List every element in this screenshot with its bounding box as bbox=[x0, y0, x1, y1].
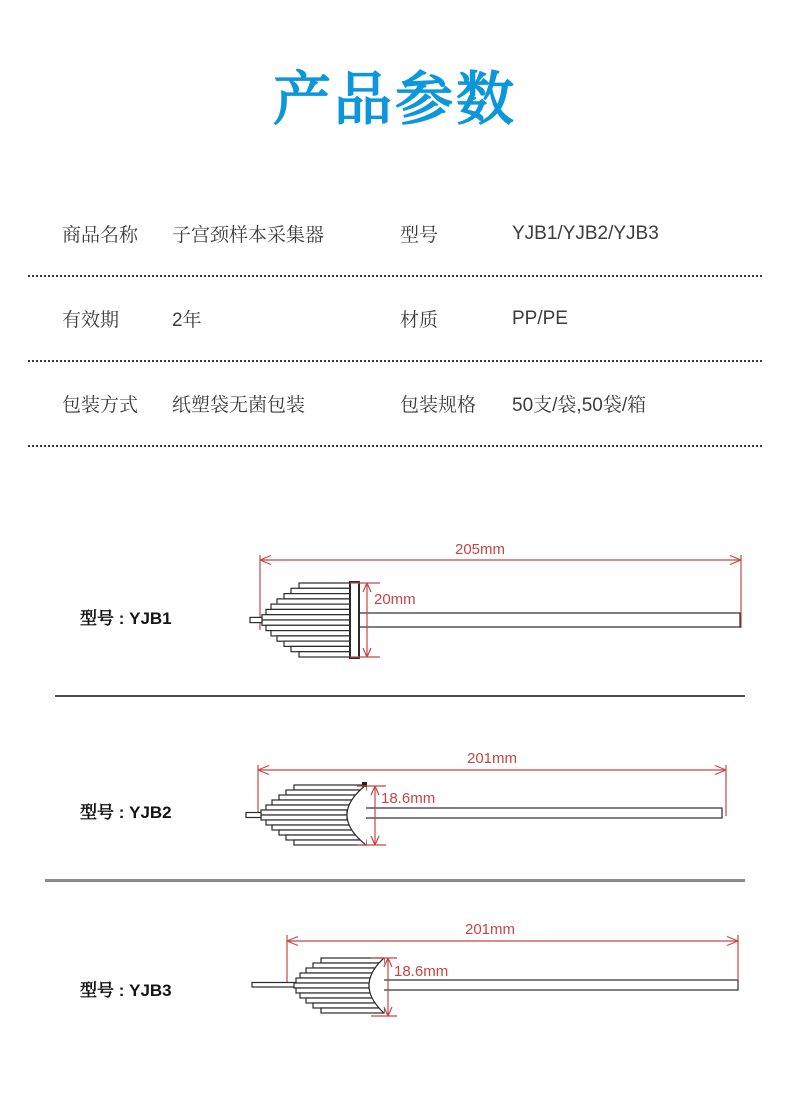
brush-head bbox=[246, 782, 367, 845]
spec-value: 子宫颈样本采集器 bbox=[172, 225, 325, 246]
spec-label: 商品名称 bbox=[62, 225, 139, 246]
brush-head bbox=[294, 958, 384, 1013]
spec-value: 纸塑袋无菌包装 bbox=[172, 395, 306, 416]
height-dimension-label: 20mm bbox=[374, 591, 416, 608]
model-yjb3-label: 型号 : YJB3 bbox=[80, 981, 172, 1000]
yjb3-diagram bbox=[0, 884, 790, 1064]
height-dimension-label: 18.6mm bbox=[394, 963, 449, 980]
handle-shaft bbox=[359, 613, 740, 627]
spec-row-packaging bbox=[28, 362, 762, 447]
page-title: 产品参数 bbox=[272, 67, 517, 132]
spec-table bbox=[28, 192, 762, 447]
section-divider-1 bbox=[55, 695, 745, 697]
brush-base-bar bbox=[350, 582, 359, 658]
spec-row-product-name bbox=[28, 192, 762, 277]
length-dimension-label: 205mm bbox=[454, 541, 506, 558]
handle-shaft bbox=[347, 808, 722, 818]
brush-head bbox=[250, 582, 359, 658]
spec-label: 有效期 bbox=[62, 310, 120, 331]
height-dimension-label: 18.6mm bbox=[381, 790, 436, 807]
yjb1-diagram bbox=[0, 520, 790, 695]
brush-tip bbox=[250, 617, 262, 622]
length-dimension-label: 201mm bbox=[466, 750, 518, 767]
spec-value: 2年 bbox=[172, 310, 202, 331]
spec-row-shelf-life bbox=[28, 277, 762, 362]
model-yjb2-label: 型号 : YJB2 bbox=[80, 803, 172, 822]
brush-tip-wire bbox=[252, 983, 298, 988]
brush-tip bbox=[246, 813, 261, 818]
spec-value: YJB1/YJB2/YJB3 bbox=[512, 222, 659, 244]
spec-label: 包装规格 bbox=[400, 395, 477, 416]
spec-value: PP/PE bbox=[512, 307, 568, 329]
spec-label: 材质 bbox=[400, 310, 439, 331]
spec-label: 包装方式 bbox=[62, 395, 139, 416]
spec-value: 50支/袋,50袋/箱 bbox=[512, 395, 647, 416]
model-yjb3-section bbox=[0, 884, 790, 1064]
model-yjb1-label: 型号 : YJB1 bbox=[80, 609, 172, 628]
model-yjb2-section bbox=[0, 699, 790, 879]
yjb2-diagram bbox=[0, 699, 790, 879]
section-divider-2 bbox=[45, 879, 745, 882]
model-yjb1-section bbox=[0, 520, 790, 695]
length-dimension-label: 201mm bbox=[464, 921, 516, 938]
spec-label: 型号 bbox=[400, 225, 439, 246]
